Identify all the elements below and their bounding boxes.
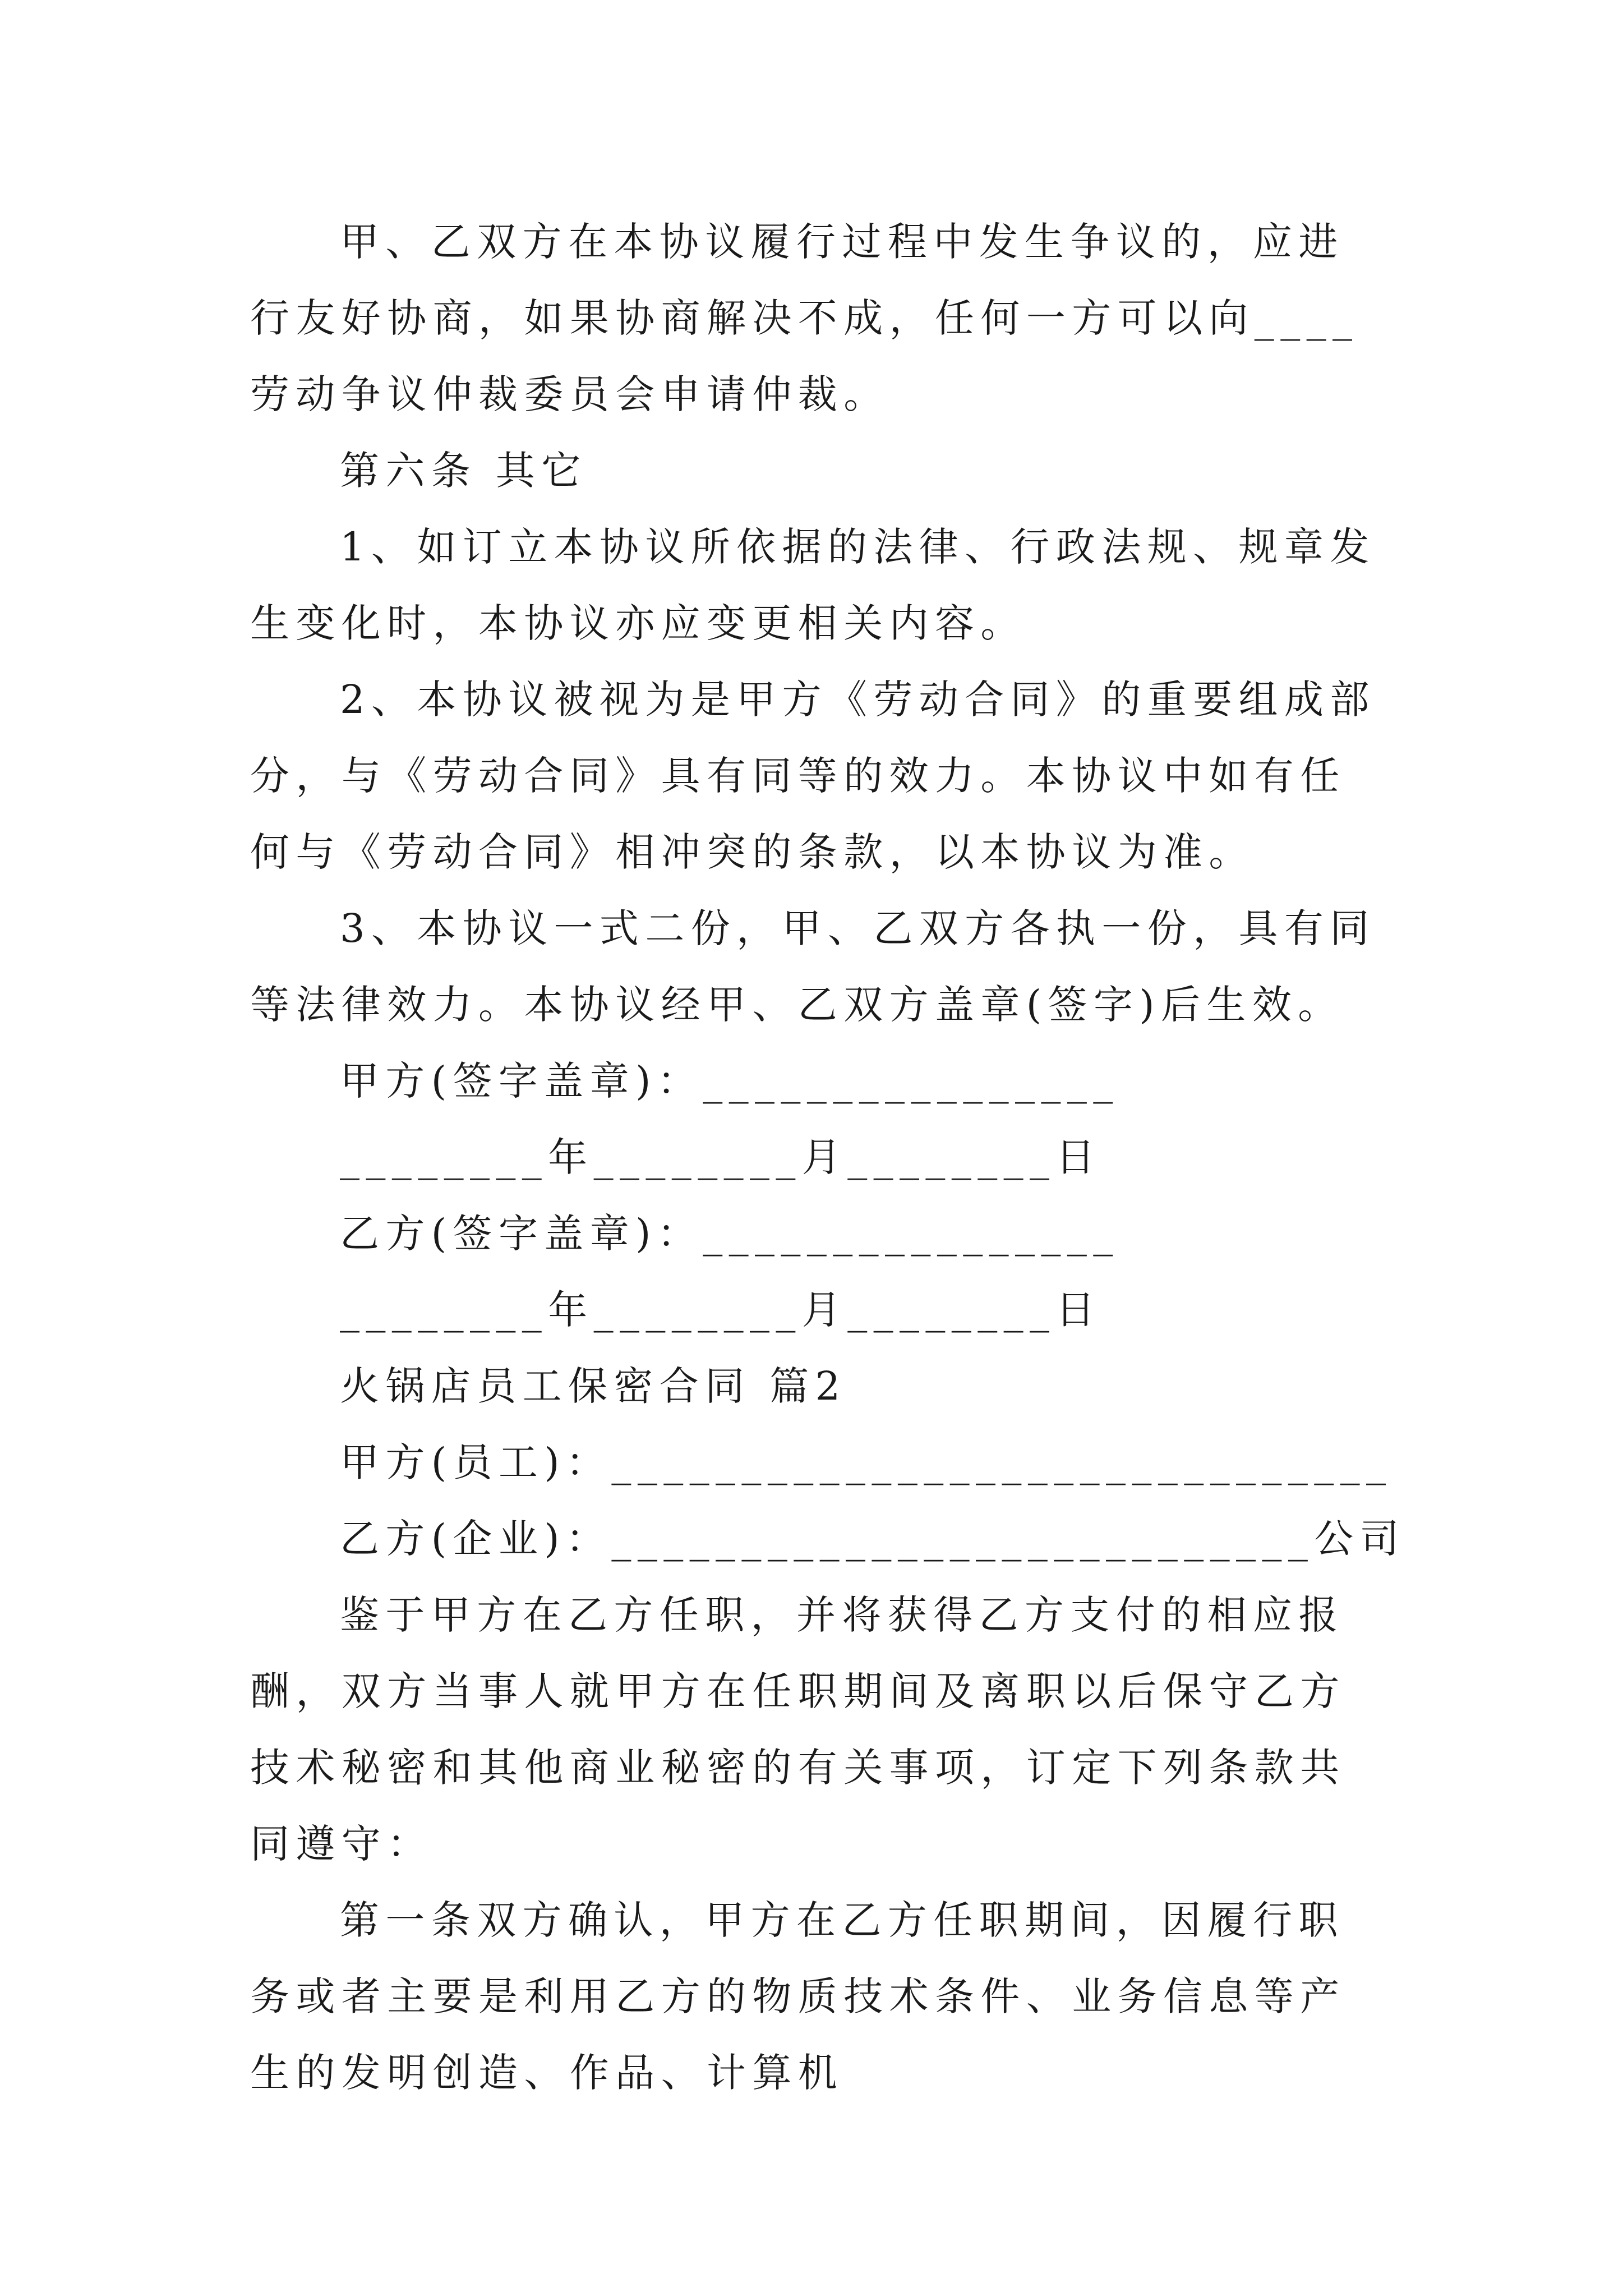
paragraph-clause-3: 3、本协议一式二份，甲、乙双方各执一份，具有同等法律效力。本协议经甲、乙双方盖章(签字)后生效。 bbox=[250, 905, 1376, 1028]
paragraph-dispute: 甲、乙双方在本协议履行过程中发生争议的，应进行友好协商，如果协商解决不成，任何一方可以向____劳动争议仲裁委员会申请仲裁。 bbox=[250, 219, 1359, 417]
paragraph-clause-2: 2、本协议被视为是甲方《劳动合同》的重要组成部分，与《劳动合同》具有同等的效力。本协议中如有任何与《劳动合同》相冲突的条款，以本协议为准。 bbox=[250, 677, 1376, 875]
article-six-heading: 第六条 其它 bbox=[340, 448, 587, 494]
paragraph-clause-1: 1、如订立本协议所依据的法律、行政法规、规章发生变化时，本协议亦应变更相关内容。 bbox=[250, 524, 1376, 646]
party-b-date-line: ________年________月________日 bbox=[340, 1287, 1101, 1333]
party-b-signature-line: 乙方(签字盖章)：________________ bbox=[340, 1211, 1119, 1257]
document-body bbox=[250, 204, 1406, 2111]
party-a-signature-line: 甲方(签字盖章)：________________ bbox=[340, 1058, 1119, 1104]
party-a-date-line: ________年________月________日 bbox=[340, 1134, 1101, 1180]
paragraph-preamble: 鉴于甲方在乙方任职，并将获得乙方支付的相应报酬，双方当事人就甲方在任职期间及离职以后保守乙方技术秘密和其他商业秘密的有关事项，订定下列条款共同遵守： bbox=[250, 1592, 1346, 1867]
section-2-title: 火锅店员工保密合同 篇2 bbox=[340, 1363, 847, 1409]
section-2-party-b: 乙方(企业)：___________________________公司 bbox=[340, 1516, 1406, 1562]
section-2-party-a: 甲方(员工)：______________________________ bbox=[340, 1439, 1393, 1485]
paragraph-article-one: 第一条双方确认，甲方在乙方任职期间，因履行职务或者主要是利用乙方的物质技术条件、业务信息等产生的发明创造、作品、计算机 bbox=[250, 1897, 1346, 2096]
